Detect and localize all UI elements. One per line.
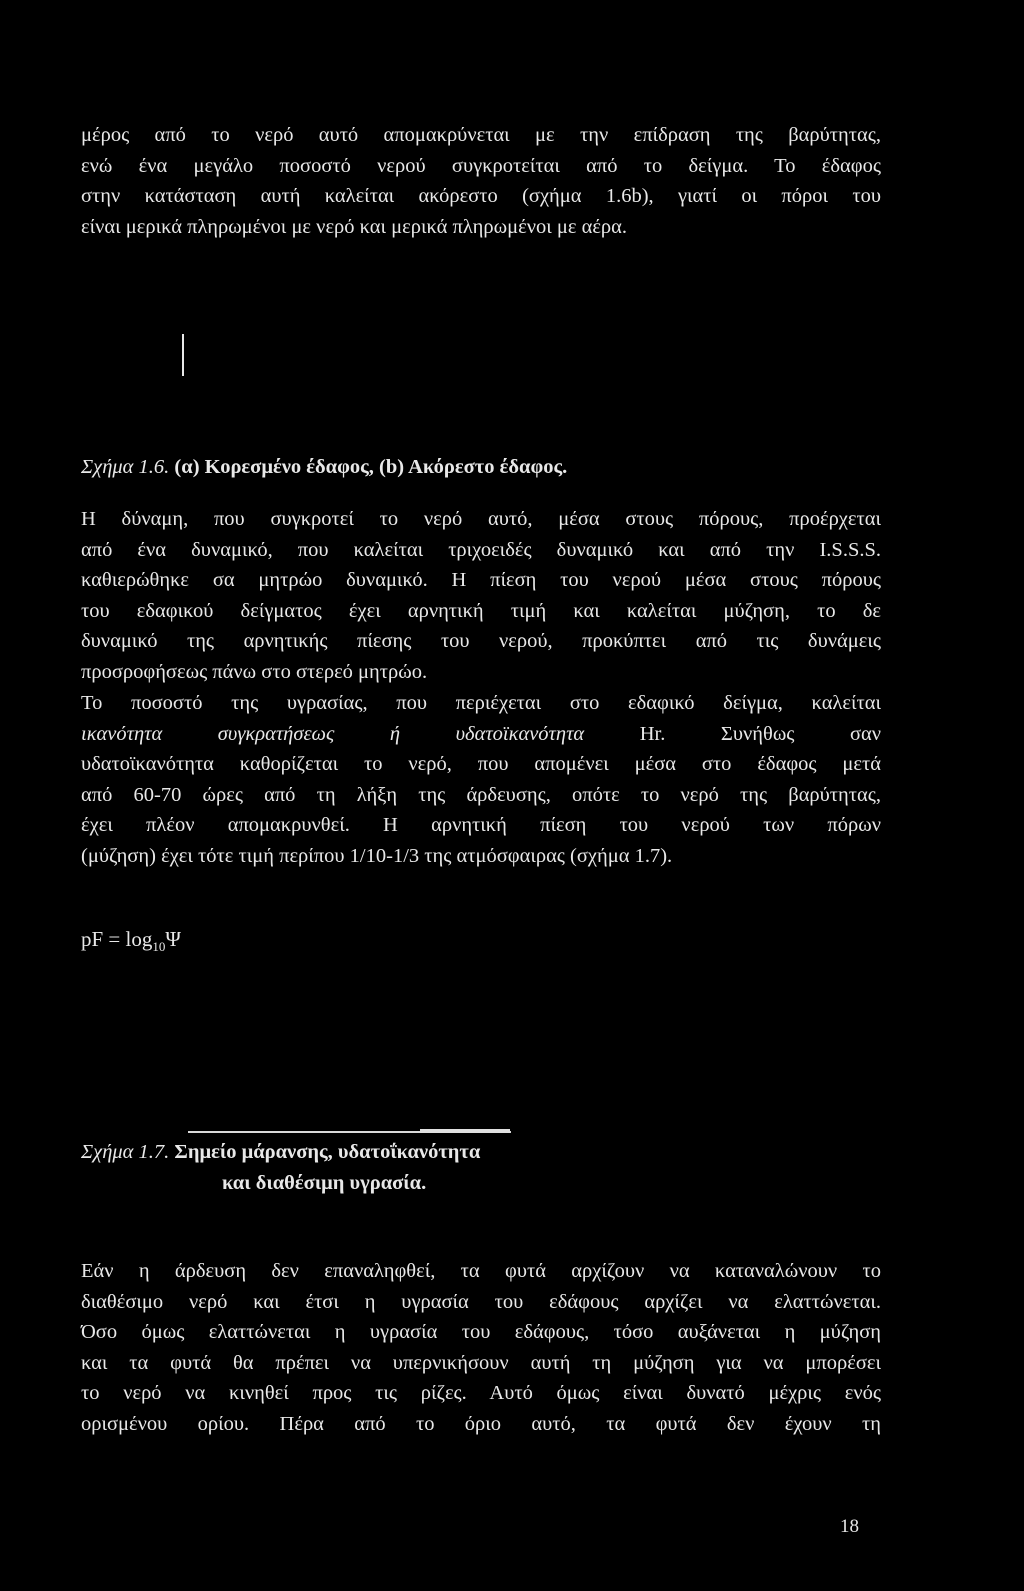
text-line: από 60-70 ώρες από τη λήξη της άρδευσης, οπότε το νερό της βαρύτητας, bbox=[81, 783, 881, 806]
term-field-capacity: υδατοϊκανότητα bbox=[455, 722, 585, 745]
text-line: διαθέσιμο νερό και έτσι η υγρασία του εδάφους αρχίζει να ελαττώνεται. bbox=[81, 1290, 881, 1313]
figure-1-7-rule-thick bbox=[420, 1129, 510, 1133]
paragraph-continued bbox=[81, 120, 881, 242]
pf-formula bbox=[81, 924, 181, 962]
paragraph-field-capacity bbox=[81, 688, 881, 872]
term-retention-capacity: ικανότητα συγκρατήσεως bbox=[81, 722, 335, 745]
text-line: το νερό να κινηθεί προς τις ρίζες. Αυτό όμως είναι δυνατό μέχρις ενός bbox=[81, 1382, 881, 1405]
formula-lhs: pF = log bbox=[81, 927, 153, 951]
figure-1-7-label: Σχήμα 1.7. bbox=[81, 1141, 170, 1163]
text-line: του εδαφικού δείγματος έχει αρνητική τιμή και καλείται μύζηση, το δε bbox=[81, 599, 881, 622]
text-line: από ένα δυναμικό, που καλείται τριχοειδές δυναμικό και από την I.S.S.S. bbox=[81, 538, 881, 561]
figure-1-6-label: Σχήμα 1.6. bbox=[81, 456, 170, 478]
text-line: δυναμικό της αρνητικής πίεσης του νερού, προκύπτει από τις δυνάμεις bbox=[81, 630, 881, 653]
text-line: καθιερώθηκε σα μητρώο δυναμικό. Η πίεση του νερού μέσα στους πόρους bbox=[81, 569, 881, 592]
text-line: Το ποσοστό της υγρασίας, που περιέχεται στο εδαφικό δείγμα, καλείται bbox=[81, 692, 881, 714]
figure-1-7-caption bbox=[81, 1137, 480, 1167]
or-word: ή bbox=[389, 722, 401, 745]
text-fragment: Συνήθως σαν bbox=[720, 722, 882, 745]
text-line: μέρος από το νερό αυτό απομακρύνεται με την επίδραση της βαρύτητας, bbox=[81, 124, 881, 146]
text-line-terms bbox=[81, 719, 881, 750]
symbol-hr: Hr. bbox=[639, 722, 666, 745]
text-line: Η δύναμη, που συγκροτεί το νερό αυτό, μέσα στους πόρους, προέρχεται bbox=[81, 508, 881, 530]
text-line: ενώ ένα μεγάλο ποσοστό νερού συγκροτείται από το δείγμα. Το έδαφος bbox=[81, 154, 881, 177]
paragraph-capillary bbox=[81, 504, 881, 688]
text-line: ορισμένου ορίου. Πέρα από το όριο αυτό, τα φυτά δεν έχουν τη bbox=[81, 1412, 881, 1435]
figure-1-7-text-line2: και διαθέσιμη υγρασία. bbox=[222, 1172, 427, 1194]
figure-1-7-text-line1: Σημείο μάρανσης, υδατοΐκανότητα bbox=[174, 1141, 481, 1163]
text-line: στην κατάσταση αυτή καλείται ακόρεστο (σχήμα 1.6b), γιατί οι πόροι του bbox=[81, 185, 881, 208]
text-line: και τα φυτά θα πρέπει να υπερνικήσουν αυτή τη μύζηση για να μπορέσει bbox=[81, 1351, 881, 1374]
page-number: 18 bbox=[840, 1516, 859, 1537]
paragraph-irrigation bbox=[81, 1256, 881, 1440]
text-line: (μύζηση) έχει τότε τιμή περίπου 1/10-1/3 της ατμόσφαιρας (σχήμα 1.7). bbox=[81, 844, 673, 867]
figure-1-6-text: (α) Κορεσμένο έδαφος, (b) Ακόρεστο έδαφος. bbox=[174, 456, 568, 478]
text-line: Όσο όμως ελαττώνεται η υγρασία του εδάφους, τόσο αυξάνεται η μύζηση bbox=[81, 1321, 881, 1344]
figure-1-6-caption bbox=[81, 452, 567, 482]
text-line: έχει πλέον απομακρυνθεί. Η αρνητική πίεση του νερού των πόρων bbox=[81, 814, 881, 837]
text-line: είναι μερικά πληρωμένοι με νερό και μερικά πληρωμένοι με αέρα. bbox=[81, 215, 628, 238]
formula-subscript: 10 bbox=[152, 939, 166, 955]
text-line: υδατοϊκανότητα καθορίζεται το νερό, που απομένει μέσα στο έδαφος μετά bbox=[81, 753, 881, 776]
formula-rhs: Ψ bbox=[165, 927, 181, 951]
text-line: Εάν η άρδευση δεν επαναληφθεί, τα φυτά αρχίζουν να καταναλώνουν το bbox=[81, 1260, 881, 1282]
figure-1-6-mark bbox=[182, 334, 184, 376]
text-line: προσροφήσεως πάνω στο στερεό μητρώο. bbox=[81, 660, 428, 683]
